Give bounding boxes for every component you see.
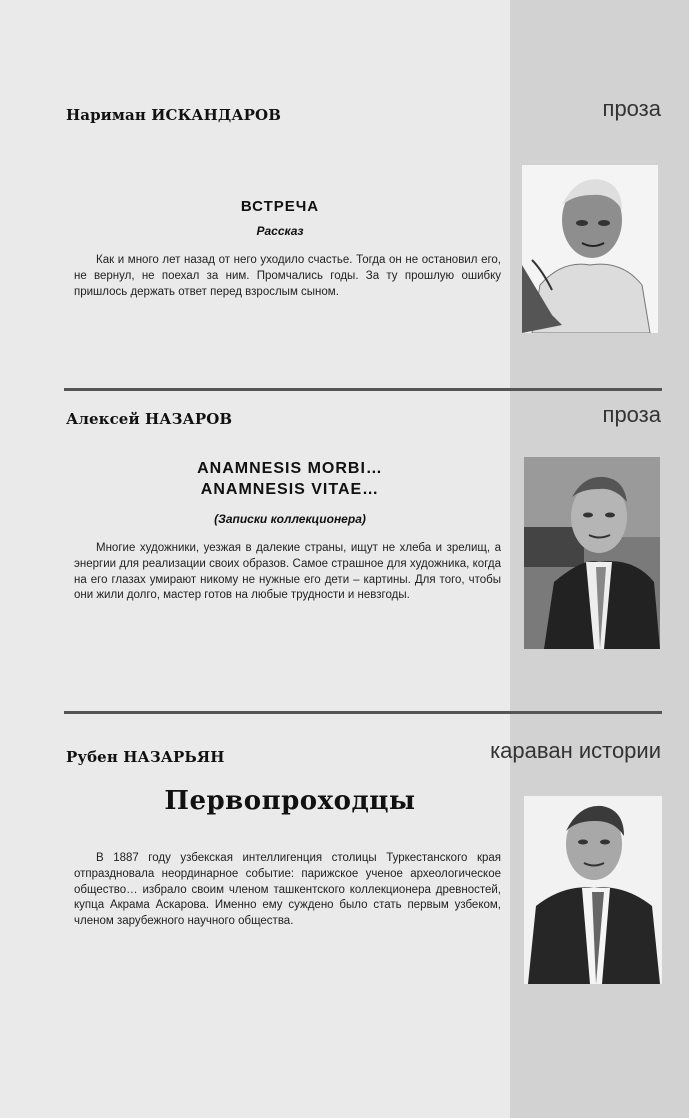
article-2-title bbox=[150, 458, 430, 500]
article-1-subtitle: Рассказ bbox=[256, 224, 304, 238]
article-1-title: ВСТРЕЧА bbox=[240, 198, 320, 215]
article-2-subtitle: (Записки коллекционера) bbox=[214, 512, 366, 526]
section-divider-1 bbox=[64, 388, 662, 391]
article-2-text: Многие художники, уезжая в далекие страны, ищут не хлеба и зрелищ, а энергии для реализации своих образов. Самое страшное для художника, когда на его глазах умирают никому не нужные его дети – картины. Для того, чтобы они жили долго, мастер готов на любые трудности и невзгоды. bbox=[74, 542, 501, 602]
article-2-title-line-2: ANAMNESIS VITAE… bbox=[200, 481, 380, 498]
article-1-rubric: проза bbox=[602, 96, 661, 121]
article-3-title: Первопроходцы bbox=[164, 786, 416, 816]
article-2-title-line-1: ANAMNESIS MORBI… bbox=[197, 460, 383, 477]
article-2-author-photo bbox=[524, 457, 660, 649]
article-2-author: Алексей НАЗАРОВ bbox=[66, 410, 233, 428]
article-2-rubric: проза bbox=[602, 402, 661, 427]
article-1-author: Нариман ИСКАНДАРОВ bbox=[66, 106, 281, 124]
article-1-text: Как и много лет назад от него уходило счастье. Тогда он не остановил его, не вернул, не поехал за ним. Промчались годы. За ту прошлую ошибку пришлось держать ответ перед взрослым сыном. bbox=[74, 254, 501, 298]
article-3-text: В 1887 году узбекская интеллигенция столицы Туркестанского края отпраздновала неординарное событие: парижское ученое археологическое общество… избрало своим членом ташкентского коллекционера древностей, купца Акрама Аскарова. Именно ему суждено было стать первым узбеком, членом зарубежного научного общества. bbox=[74, 852, 501, 928]
article-3-rubric: караван истории bbox=[490, 738, 661, 763]
article-3-author-photo bbox=[524, 796, 662, 984]
article-1-author-photo bbox=[522, 165, 658, 333]
article-3-author: Рубен НАЗАРЬЯН bbox=[66, 748, 225, 766]
section-divider-2 bbox=[64, 711, 662, 714]
